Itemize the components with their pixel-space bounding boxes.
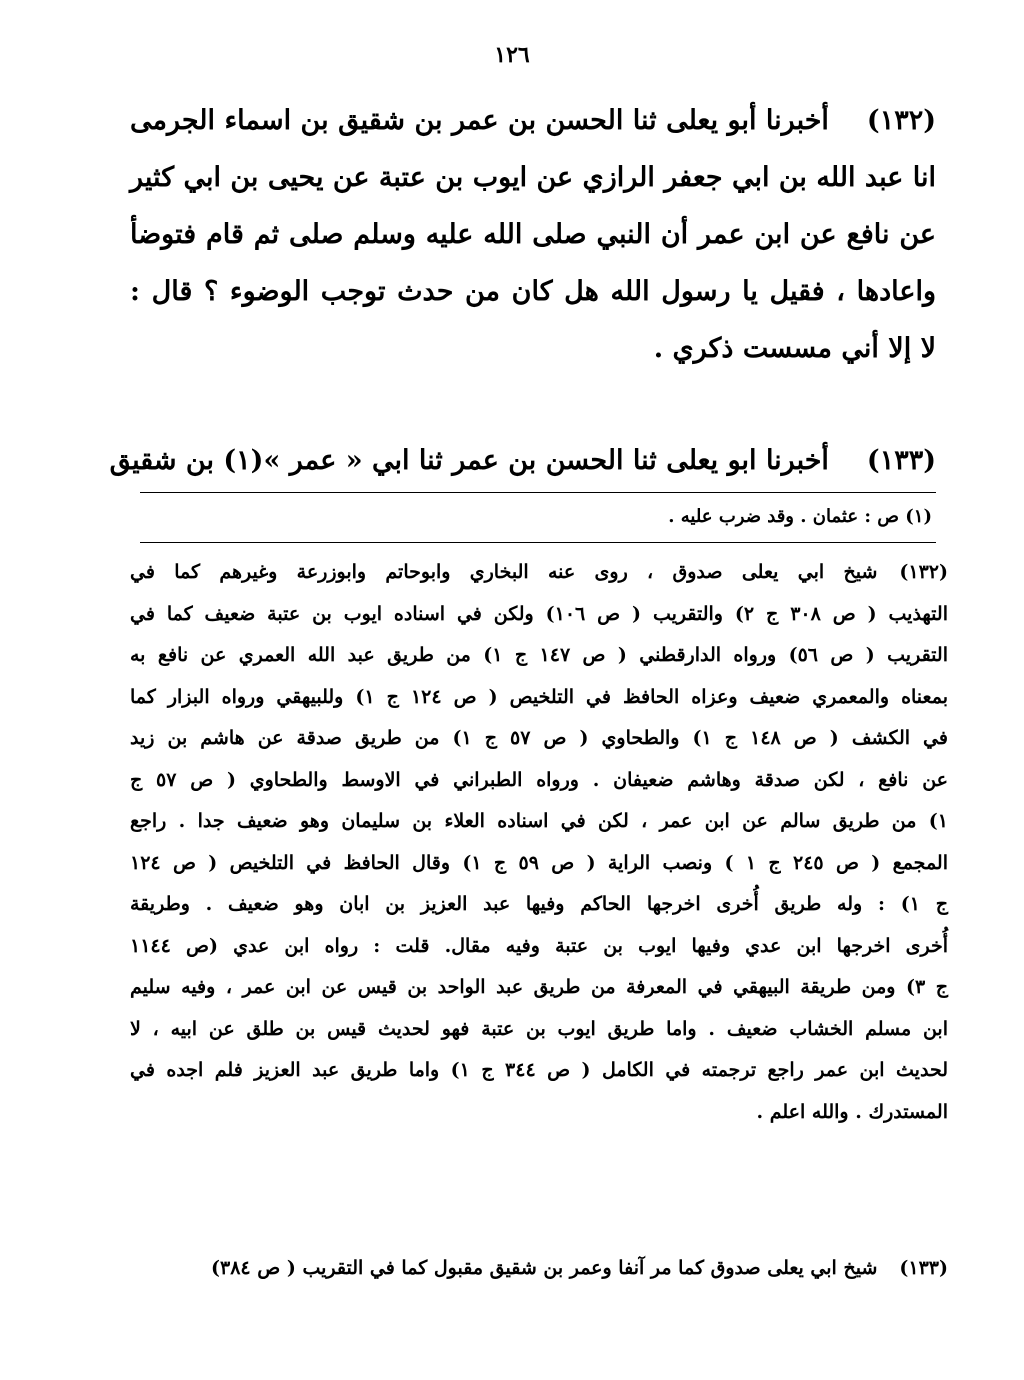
hadith-133 [109, 436, 936, 486]
note-133-text: شيخ ابي يعلى صدوق كما مر آنفا وعمر بن شقيق مقبول كما في التقريب ( ص ٣٨٤) [211, 1257, 878, 1279]
hadith-132 [130, 92, 936, 377]
footnote-1: (١) ص : عثمان . وقد ضرب عليه . [668, 506, 932, 527]
note-132-line-text: شيخ ابي يعلى صدوق ، روى عنه البخاري وابوحاتم وابوزرعة وغيرهم كما في [130, 561, 878, 583]
hadith-132-line-3: عن نافع عن ابن عمر أن النبي صلى الله عليه وسلم صلى ثم قام فتوضأ [130, 219, 936, 250]
hadith-133-line-1-text: أخبرنا ابو يعلى ثنا الحسن بن عمر ثنا ابي « عمر »(١) بن شقيق [109, 445, 829, 476]
note-132-line: ج ٣) ومن طريقة البيهقي في المعرفة من طريق عبد الواحد بن قيس عن ابن عمر ، وفيه سليم [130, 976, 948, 998]
note-133-number: (١٣٣) [899, 1257, 948, 1279]
note-133 [130, 1248, 948, 1288]
note-132-line: أُخرى اخرجها ابن عدي وفيها ايوب بن عتبة وفيه مقال. قلت : رواه ابن عدي (ص ١١٤٤ [130, 934, 948, 957]
note-132-line [130, 552, 948, 594]
hadith-133-number: (١٣٣) [866, 445, 936, 476]
note-132-line: عن نافع ، لكن صدقة وهاشم ضعيفان . ورواه الطبراني في الاوسط والطحاوي ( ص ٥٧ ج [130, 768, 948, 791]
note-132-line: التقريب ( ص ٥٦) ورواه الدارقطني ( ص ١٤٧ ج ١) من طريق عبد الله العمري عن نافع به [130, 644, 948, 666]
notes-separator [140, 542, 936, 543]
note-132-line: ج ١) : وله طريق أُخرى اخرجها الحاكم وفيها عبد العزيز بن ابان وهو ضعيف . وطريقة [130, 893, 948, 915]
note-132-line: المجمع ( ص ٢٤٥ ج ١ ) ونصب الراية ( ص ٥٩ ج ١) وقال الحافظ في التلخيص ( ص ١٢٤ [130, 851, 949, 874]
footnote-separator [140, 492, 936, 493]
note-132-line: ١) من طريق سالم عن ابن عمر ، لكن في اسناده العلاء بن سليمان وهو ضعيف جدا . راجع [130, 810, 948, 832]
note-132 [130, 552, 948, 1133]
hadith-132-line-1-text: أخبرنا أبو يعلى ثنا الحسن بن عمر بن شقيق بن اسماء الجرمى [130, 105, 829, 136]
hadith-132-line-1 [130, 92, 936, 149]
page-number: ١٢٦ [494, 42, 530, 68]
hadith-132-line-2: انا عبد الله بن ابي جعفر الرازي عن ايوب بن عتبة عن يحيى بن ابي كثير [130, 162, 936, 193]
hadith-132-line-4: واعادها ، فقيل يا رسول الله هل كان من حدث توجب الوضوء ؟ قال : [130, 276, 936, 307]
note-132-line: ابن مسلم الخشاب ضعيف . واما طريق ايوب بن عتبة فهو لحديث قيس بن طلق عن ابيه ، لا [130, 1017, 948, 1040]
hadith-132-number: (١٣٢) [866, 105, 936, 136]
hadith-132-line-5: لا إلا أني مسست ذكري . [653, 333, 936, 364]
hadith-133-line-1 [109, 436, 936, 486]
note-132-number: (١٣٢) [899, 561, 948, 583]
note-132-line: لحديث ابن عمر راجع ترجمته في الكامل ( ص ٣٤٤ ج ١) واما طريق عبد العزيز فلم اجده في [130, 1059, 948, 1081]
note-132-line: في الكشف ( ص ١٤٨ ج ١) والطحاوي ( ص ٥٧ ج ١) من طريق صدقة عن هاشم بن زيد [130, 727, 948, 749]
note-132-line: بمعناه والمعمري ضعيف وعزاه الحافظ في التلخيص ( ص ١٢٤ ج ١) وللبيهقي ورواه البزار كما [130, 685, 948, 708]
note-132-line: المستدرك . والله اعلم . [756, 1100, 948, 1123]
note-132-line: التهذيب ( ص ٣٠٨ ج ٢) والتقريب ( ص ١٠٦) ولكن في اسناده ايوب بن عتبة ضعيف كما في [130, 602, 948, 625]
